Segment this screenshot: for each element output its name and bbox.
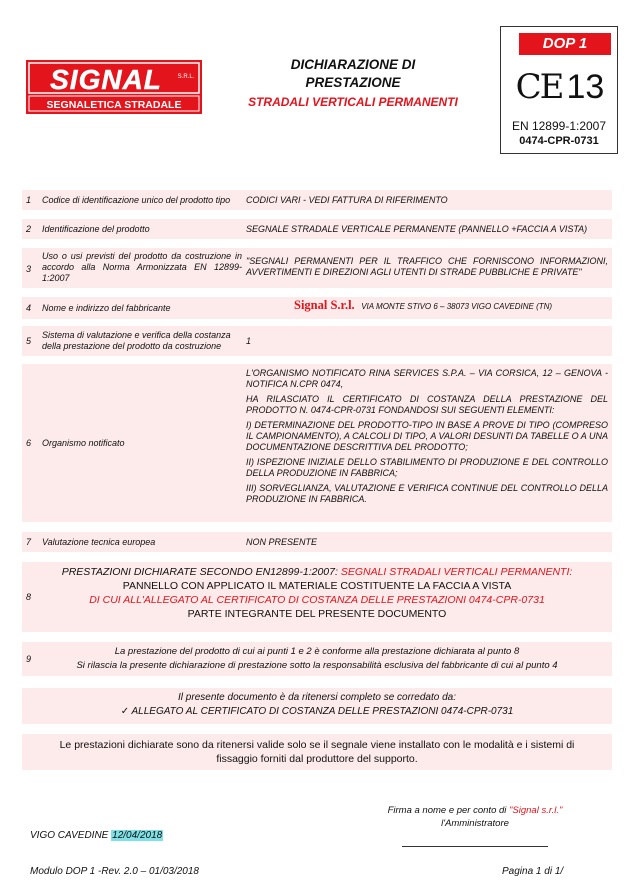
row-number: 6 — [26, 438, 32, 448]
section-9 — [22, 642, 612, 676]
section8-line-1-red: SEGNALI STRADALI VERTICALI PERMANENTI: — [340, 566, 573, 578]
place: VIGO CAVEDINE — [30, 830, 109, 841]
title-line-2: PRESTAZIONE — [305, 75, 401, 90]
title-line-1: DICHIARAZIONE DI — [290, 57, 416, 72]
row-value: CODICI VARI - VEDI FATTURA DI RIFERIMENTO — [246, 195, 448, 205]
row-label: Uso o usi previsti del prodotto da costruzione in accordo alla Norma Armonizzata EN 12899-1:2007 — [42, 251, 242, 283]
signature-company: "Signal s.r.l." — [509, 805, 563, 816]
standard-code: EN 12899-1:2007 — [511, 119, 607, 133]
completeness-line-2 — [42, 705, 592, 719]
signature-line-2: l'Amministratore — [441, 818, 509, 829]
section8-line-1 — [42, 565, 592, 579]
notified-body-paragraph: II) ISPEZIONE INIZIALE DELLO STABILIMENTO DI PRODUZIONE E DEL CONTROLLO DELLA PRODUZIONE IN FABBRICA; — [246, 457, 608, 478]
document-title — [212, 56, 494, 110]
signature-line-1 — [360, 804, 590, 817]
section9-line-2: Si rilascia la presente dichiarazione di prestazione sotto la responsabilità esclusiva del fabbricante di cui al punto 4 — [76, 660, 558, 671]
row-7 — [22, 532, 612, 552]
row-label: Codice di identificazione unico del prodotto tipo — [42, 195, 231, 205]
dop-badge: DOP 1 — [519, 33, 611, 55]
completeness-text — [42, 691, 592, 719]
signature-block — [360, 804, 590, 830]
row-number: 2 — [26, 224, 32, 234]
section-8 — [22, 562, 612, 632]
row-value — [294, 300, 552, 312]
date: 12/04/2018 — [112, 830, 163, 841]
row-number: 9 — [26, 654, 32, 664]
row-value: NON PRESENTE — [246, 537, 318, 547]
logo-sub: SEGNALETICA STRADALE — [46, 99, 182, 111]
notified-body-paragraph: HA RILASCIATO IL CERTIFICATO DI COSTANZA DELLA PRESTAZIONE DEL PRODOTTO N. 0474-CPR-0731 FONDANDOSI SUI SEGUENTI ELEMENTI: — [246, 394, 608, 415]
row-number: 7 — [26, 537, 32, 547]
row-3 — [22, 248, 612, 288]
notified-body-text — [246, 368, 608, 505]
validity-text — [28, 738, 606, 766]
row-6 — [22, 364, 612, 522]
notified-body-paragraph: III) SORVEGLIANZA, VALUTAZIONE E VERIFICA CONTINUE DEL CONTROLLO DELLA PRODUZIONE IN FABBRICA. — [246, 483, 608, 504]
logo-srl: S.R.L. — [177, 74, 195, 80]
validity-box — [22, 734, 612, 770]
signature-line — [402, 846, 548, 847]
signal-logo — [26, 60, 202, 114]
completeness-box — [22, 688, 612, 724]
row-number: 3 — [26, 264, 32, 274]
title-line-3: STRADALI VERTICALI PERMANENTI — [248, 95, 458, 109]
section8-line-4: PARTE INTEGRANTE DEL PRESENTE DOCUMENTO — [187, 608, 447, 620]
row-label: Sistema di valutazione e verifica della costanza della prestazione del prodotto da costruzione — [42, 330, 231, 351]
section9-line-1: La prestazione del prodotto di cui ai punti 1 e 2 è conforme alla prestazione dichiarata al punto 8 — [114, 646, 520, 657]
ce-marking — [507, 67, 613, 107]
signature-prefix: Firma a nome e per conto di — [387, 805, 510, 816]
ce-year: 13 — [566, 68, 605, 106]
row-number: 8 — [26, 592, 32, 602]
notified-body-paragraph: L'ORGANISMO NOTIFICATO RINA SERVICES S.P.A. – VIA CORSICA, 12 – GENOVA - NOTIFICA N.CPR 0474, — [246, 368, 608, 389]
notified-body-paragraph: I) DETERMINAZIONE DEL PRODOTTO-TIPO IN BASE A PROVE DI TIPO (COMPRESO IL CAMPIONAMENTO), A CALCOLI DI TIPO, A VALORI DESUNTI DA TABELLE O A UNA DOCUMENTAZIONE DESCRITTIVA DEL PRODOTTO; — [246, 420, 608, 452]
cpr-code: 0474-CPR-0731 — [519, 135, 599, 147]
section8-line-1-black: PRESTAZIONI DICHIARATE SECONDO EN12899-1:2007: — [61, 566, 338, 578]
row-label: Organismo notificato — [42, 438, 125, 448]
row-value: 1 — [246, 336, 252, 346]
place-date — [30, 830, 163, 841]
row-number: 1 — [26, 195, 32, 205]
row-number: 5 — [26, 336, 32, 346]
row-value: SEGNALE STRADALE VERTICALE PERMANENTE (PANNELLO +FACCIA A VISTA) — [246, 224, 588, 234]
row-number: 4 — [26, 303, 32, 313]
row-5 — [22, 326, 612, 356]
declared-performances — [42, 565, 592, 621]
page-number: Pagina 1 di 1/ — [502, 866, 564, 877]
row-value: "SEGNALI PERMANENTI PER IL TRAFFICO CHE FORNISCONO INFORMAZIONI, AVVERTIMENTI E DIREZIONI AGLI UTENTI DI STRADE PUBBLICHE E PRIVATE" — [246, 256, 608, 277]
completeness-line-1: Il presente documento è da ritenersi completo se corredato da: — [178, 692, 456, 703]
ce-mark-icon: CE — [515, 67, 563, 107]
row-4 — [22, 297, 612, 319]
completeness-attachment: ALLEGATO AL CERTIFICATO DI COSTANZA DELLE PRESTAZIONI 0474-CPR-0731 — [131, 706, 514, 717]
row-label: Valutazione tecnica europea — [42, 537, 156, 547]
conformity-statement — [42, 645, 592, 673]
check-icon: ✓ — [120, 706, 130, 717]
module-revision: Modulo DOP 1 -Rev. 2.0 – 01/03/2018 — [30, 866, 199, 877]
row-1 — [22, 190, 612, 210]
validity-line-1: Le prestazioni dichiarate sono da ritenersi valide solo se il segnale viene installato con le modalità e i sistemi di — [59, 739, 575, 751]
row-2 — [22, 219, 612, 239]
logo-text: SIGNAL — [50, 64, 162, 95]
manufacturer-address: VIA MONTE STIVO 6 – 38073 VIGO CAVEDINE (TN) — [361, 302, 553, 311]
section8-line-2: PANNELLO CON APPLICATO IL MATERIALE COSTITUENTE LA FACCIA A VISTA — [122, 580, 512, 592]
validity-line-2: fissaggio forniti dal produttore del supporto. — [216, 753, 418, 765]
manufacturer-name: Signal S.r.l. — [294, 298, 355, 312]
row-label: Nome e indirizzo del fabbricante — [42, 303, 171, 313]
section8-line-3: DI CUI ALL'ALLEGATO AL CERTIFICATO DI COSTANZA DELLE PRESTAZIONI 0474-CPR-0731 — [89, 594, 545, 606]
dop-box — [500, 26, 618, 154]
row-label: Identificazione del prodotto — [42, 224, 150, 234]
